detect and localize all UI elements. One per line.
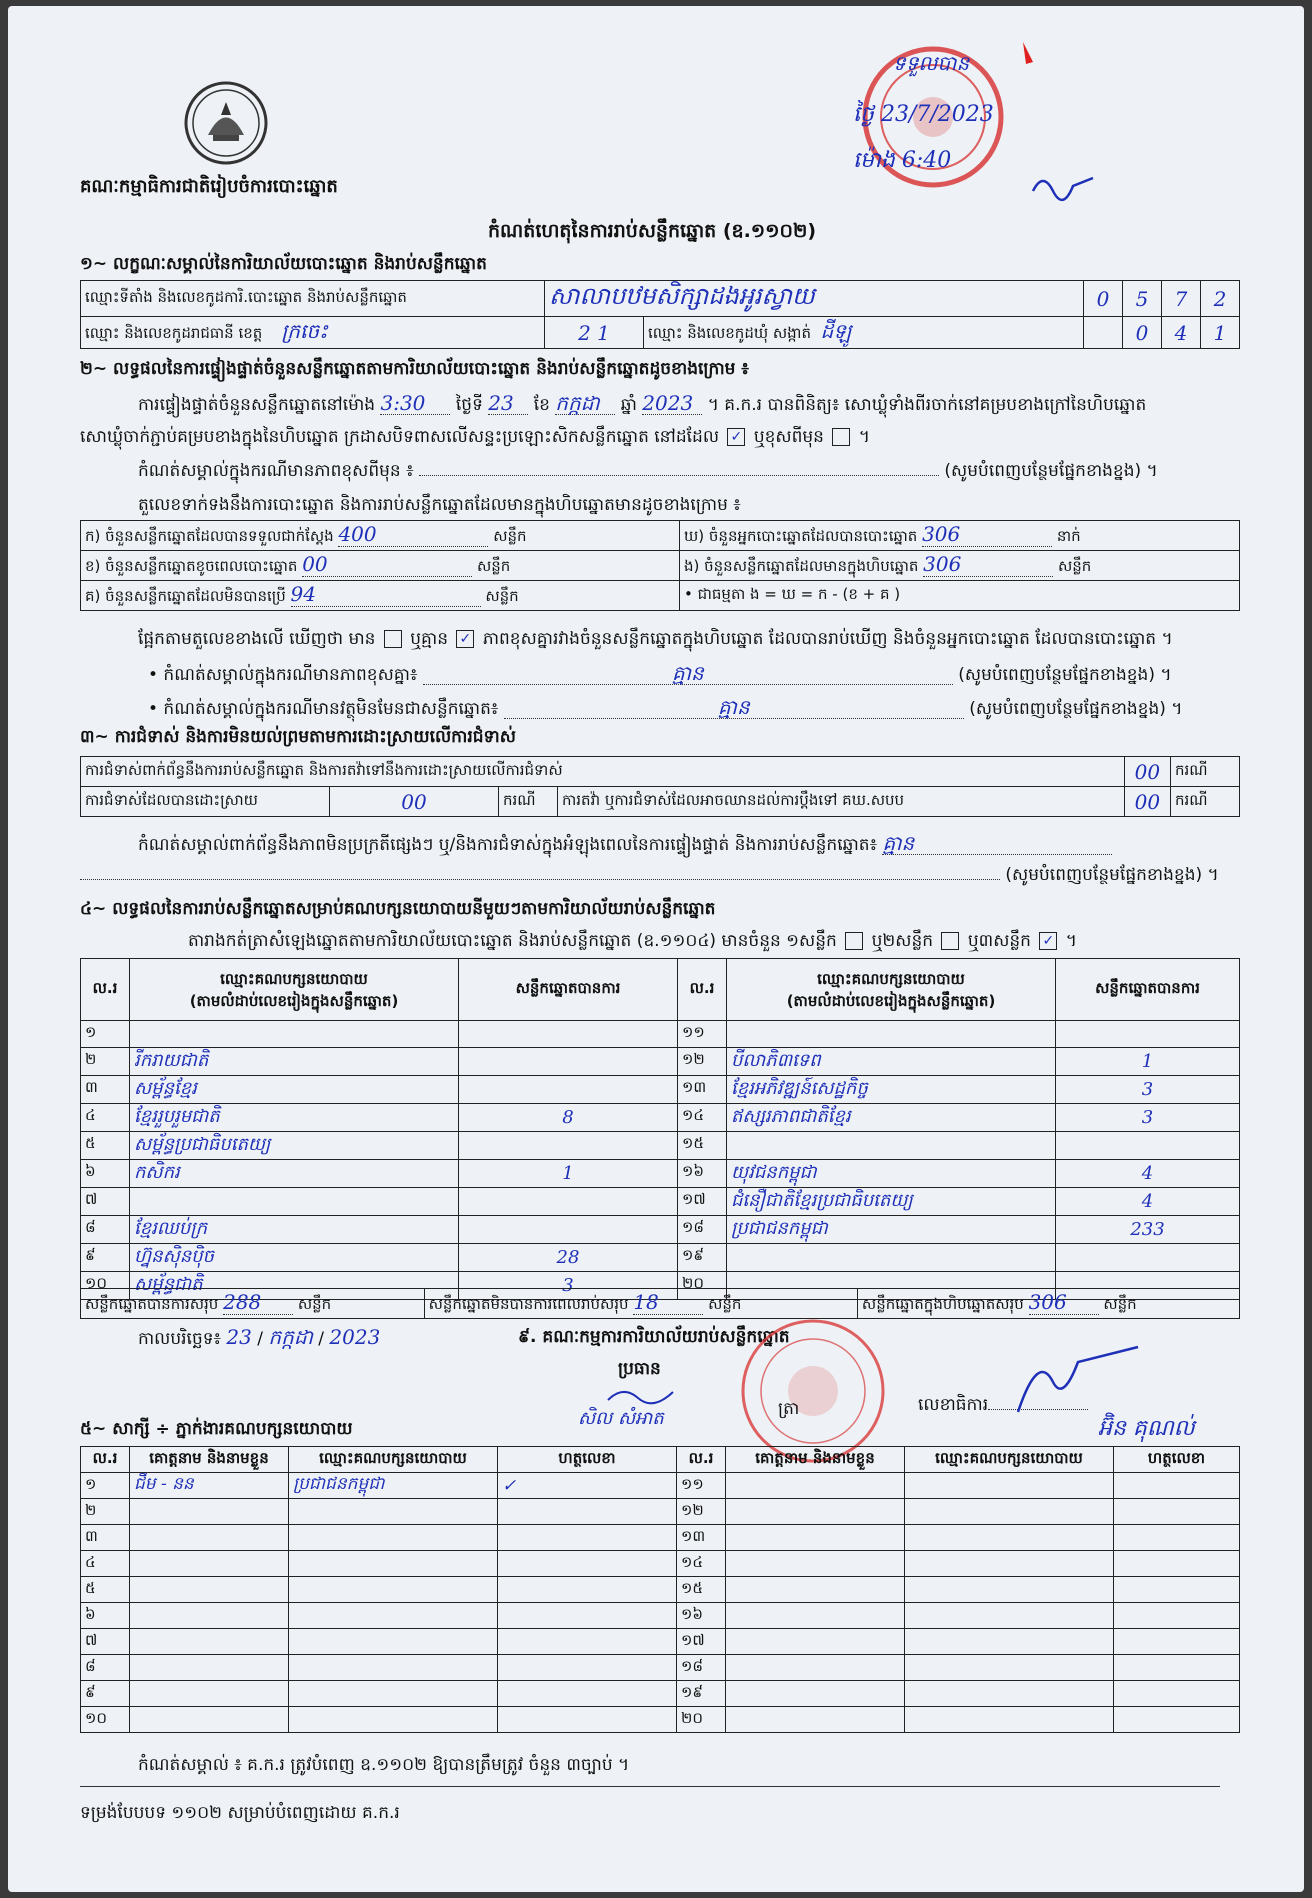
appeals-count: 00 — [1134, 789, 1161, 814]
ballots-unused: 94 — [291, 582, 481, 607]
stamp-label: ត្រា — [778, 1399, 800, 1419]
irregularity-note: កំណត់សម្គាល់ពាក់ព័ន្ធនឹងភាពមិនប្រក្រតីផ្សេងៗ ឬ/និងការជំទាស់ក្នុងអំឡុងពេលនៃការផ្ទៀងផ្ទាត់ និងការរាប់សន្លឹកឆ្នោត៖ គ្មាន — [138, 832, 1112, 856]
secretary-signature — [1008, 1342, 1148, 1422]
party-no: ១២ — [682, 1050, 705, 1068]
party-name: ខ្មែររួបរួមជាតិ — [134, 1105, 220, 1127]
party-no: ១ — [85, 1022, 97, 1041]
party-votes: 28 — [556, 1246, 580, 1268]
difference-line: ផ្អែកតាមតួលេខខាងលើ ឃើញថា មាន ឬគ្មាន ✓ ភាពខុសគ្នារវាងចំនួនសន្លឹកឆ្នោតក្នុងហិបឆ្នោត ដែលបានរាប់ឃើញ និងចំនួនអ្នកបោះឆ្នោត ដែលបានបោះឆ្នោត ។ — [138, 629, 1173, 649]
party-row — [81, 1159, 1240, 1187]
secretary-name: អ៊ិន គុណល់ — [1098, 1416, 1195, 1441]
stamp-received-text: ទទួលបាន — [893, 51, 970, 75]
party-no: ១៣ — [682, 1078, 707, 1096]
province-code: 2 1 — [578, 320, 610, 345]
witness-no: ១៩ — [681, 1682, 703, 1701]
witness-row — [81, 1603, 1240, 1629]
verification-time: 3:30 — [380, 392, 450, 415]
one-sheet-checkbox[interactable] — [845, 932, 863, 950]
section-3-heading: ៣~ ការជំទាស់ និងការមិនយល់ព្រមតាមការដោះស្រាយលើការជំទាស់ — [80, 727, 516, 747]
verification-month: កក្កដា — [555, 392, 615, 415]
witness-no: ២០ — [681, 1708, 703, 1727]
witness-no: ៨ — [85, 1656, 96, 1675]
witness-no: ៥ — [85, 1578, 96, 1597]
witness-no: ១៤ — [681, 1552, 703, 1571]
emblem-logo — [183, 80, 269, 166]
party-votes: 3 — [1141, 1078, 1154, 1100]
form-page: គណៈកម្មាធិការជាតិរៀបចំការបោះឆ្នោត ទទួលបាន ថ្ងៃ 23/7/2023 ម៉ោង 6:40 កំណត់ហេតុនៃការរាប់សន្លឹកឆ្នោត (ឧ.១១០២) ១~ លក្ខណៈសម្គាល់នៃការិយាល័យបោះឆ្នោត និងរាប់សន្លឹកឆ្នោត ឈ្មោះទីតាំង និងលេខកូដការិ.បោះឆ្នោត និងរាប់សន្លឹកឆ្នោត សាលាបឋមសិក្សាដងអូរស្វាយ 0 5 7 2 ឈ្មោះ និងលេខកូដរាជធានី ខេត្ត ក្រចេះ 2 1 ឈ្មោះ និងលេខកូដឃុំ សង្កាត់ ដីឡូ 0 4 1 ២~ លទ្ធផលនៃការផ្ទៀងផ្ទាត់ចំនួនសន្លឹកឆ្នោតតាមការិយាល័យបោះឆ្នោត និងរាប់សន្លឹកឆ្នោតដូចខាងក្រោម ៖ ការផ្ទៀងផ្ទាត់ចំនួនសន្លឹកឆ្នោតនៅម៉ោង 3:30 ថ្ងៃទី 23 ខែ កក្កដា ឆ្នាំ 2023 ។ គ.ក.រ បានពិនិត្យ៖ សោឃ្លុំទាំងពីរចាក់នៅគម្របខាងក្រៅនៃហិបឆ្នោត សោឃ្លុំចាក់ភ្ជាប់គម្របខាងក្នុងនៃហិបឆ្នោត ក្រដាសបិទពាសលើសន្ទះប្រឡោះសិកសន្លឹកឆ្នោត នៅដដែល ✓ ឬខុសពីមុន ។ កំណត់សម្គាល់ក្នុងករណីមានភាពខុសពីមុន ៖ (សូមបំពេញបន្ថែមផ្នែកខាងខ្នង) ។ តួលេខទាក់ទងនឹងការបោះឆ្នោត និងការរាប់សន្លឹកឆ្នោតដែលមានក្នុងហិបឆ្នោតមានដូចខាងក្រោម ៖ ក) ចំនួនសន្លឹកឆ្នោតដែលបានទទួលជាក់ស្តែង 400 សន្លឹក ឃ) ចំនួនអ្នកបោះឆ្នោតដែលបានបោះឆ្នោត 306 នាក់ ខ) ចំនួនសន្លឹកឆ្នោតខូចពេលបោះឆ្នោត 00 សន្លឹក ង) ចំនួនសន្លឹកឆ្នោតដែលមានក្នុងហិបឆ្នោត 306 សន្លឹក គ) ចំនួនសន្លឹកឆ្នោតដែលមិនបានប្រើ 94 សន្លឹក • ជាធម្មតា ង = ឃ = ក - (ខ + គ ) ផ្អែកតាមតួលេខខាងលើ ឃើញថា មាន ឬគ្មាន ✓ ភាពខុសគ្នារវាងចំនួនសន្លឹកឆ្នោតក្នុងហិបឆ្នោត ដែលបានរាប់ឃើញ និងចំនួនអ្នកបោះឆ្នោត ដែលបានបោះឆ្នោត ។ • កំណត់សម្គាល់ក្នុងករណីមានភាពខុសគ្នា៖ គ្មាន (សូមបំពេញបន្ថែមផ្នែកខាងខ្នង) ។ • កំណត់សម្គាល់ក្នុងករណីមានវត្ថុមិនមែនជាសន្លឹកឆ្នោត៖ គ្មាន (សូមបំពេញបន្ថែមផ្នែកខាងខ្នង) ។ ៣~ ការជំទាស់ និងការមិនយល់ព្រមតាមការដោះស្រាយលើការជំទាស់ ការជំទាស់ពាក់ព័ន្ធនឹងការរាប់សន្លឹកឆ្នោត និងការតវ៉ាទៅនឹងការដោះស្រាយលើការជំទាស់ 00 ករណី ការជំទាស់ដែលបានដោះស្រាយ 00 ករណី ការតវ៉ា ឬការជំទាស់ដែលអាចឈានដល់ការប្តឹងទៅ គឃ.សបប 00 ករណី កំណត់សម្គាល់ពាក់ព័ន្ធនឹងភាពមិនប្រក្រតីផ្សេងៗ ឬ/និងការជំទាស់ក្នុងអំឡុងពេលនៃការផ្ទៀងផ្ទាត់ និងការរាប់សន្លឹកឆ្នោត៖ គ្មាន (សូមបំពេញបន្ថែមផ្នែកខាងខ្នង) ។ ៤~ លទ្ធផលនៃការរាប់សន្លឹកឆ្នោតសម្រាប់គណបក្សនយោបាយនីមួយៗតាមការិយាល័យរាប់សន្លឹកឆ្នោត តារាងកត់ត្រាសំឡេងឆ្នោតតាមការិយាល័យបោះឆ្នោត និងរាប់សន្លឹកឆ្នោត (ឧ.១១០៤) មានចំនួន ១សន្លឹក ឬ២សន្លឹក ឬ៣សន្លឹក ✓ ។ ល.រ ឈ្មោះគណបក្សនយោបាយ (តាមលំដាប់លេខរៀងក្នុងសន្លឹកឆ្នោត) សន្លឹកឆ្នោតបានការ ល.រ ឈ្មោះគណបក្សនយោបាយ (តាមលំដាប់លេខរៀងក្នុងសន្លឹកឆ្នោត) សន្លឹកឆ្នោតបានការ ១ ១១ ២ រីករាយ​ជាតិ ១២ បីលាភិ៣ទេព 1 ៣ សម្ព័ន្ធខ្មែរ ១៣ ខ្មែរអភិវឌ្ឍន៍សេដ្ឋកិច្ច 3 ៤ ខ្មែររួបរួមជាតិ 8 ១៤ ឥស្សរភាពជាតិខ្មែរ 3 ៥ សម្ព័ន្ធប្រជាធិបតេយ្យ ១៥ ៦ កសិករ 1 ១៦ យុវជនកម្ពុជា 4 ៧ ១៧ ជំនឿជាតិខ្មែរប្រជាធិបតេយ្យ 4 ៨ ខ្មែរឈប់ក្រ ១៨ ប្រជាជនកម្ពុជា 233 ៩ ហ្វ៊ុនស៊ិនប៉ិច 28 ១៩ ១០ សម្ព័ន្ធជាតិ 3 ២០ សន្លឹកឆ្នោតបានការសរុប 288 សន្លឹក សន្លឹកឆ្នោតមិនបានការពេលរាប់សរុប 18 សន្លឹក សន្លឹកឆ្នោតក្នុងហិបឆ្នោតសរុប 306 សន្លឹក កាលបរិច្ឆេទ៖ 23 / កក្កដា / 2023 ៩. គណៈកម្មការការិយាល័យរាប់សន្លឹកឆ្នោត ប្រធាន សិល សំអាត ត្រា លេខាធិការ អ៊ិន គុណល់ ៥~ សាក្សី ÷ ភ្នាក់ងារគណបក្សនយោបាយ ល.រ គោត្តនាម និងនាមខ្លួន ឈ្មោះគណបក្សនយោបាយ ហត្ថលេខា ល.រ គោត្តនាម និងនាមខ្លួន ឈ្មោះគណបក្សនយោបាយ ហត្ថលេខា ១ ជឹម - នន ប្រជាជនកម្ពុជា ✓ ១១ ២ ១២ ៣ ១៣ ៤ ១៤ ៥ ១៥ ៦ ១៦ ៧ ១៧ ៨ ១៨ ៩ ១៩ ១០ ២០ កំណត់សម្គាល់ ៖ គ.ក.រ ត្រូវបំពេញ ឧ.១១០២ ឱ្យបានត្រឹមត្រូវ ចំនួន ៣ច្បាប់ ។ ទម្រង់បែបបទ ១១០២ សម្រាប់បំពេញដោយ គ.ក.រ — [8, 6, 1304, 1892]
commune-code-1: 0 — [1135, 320, 1149, 345]
party-row — [81, 1075, 1240, 1103]
party-no: ២០ — [682, 1274, 704, 1292]
witness-row — [81, 1525, 1240, 1551]
party-no: ១០ — [85, 1274, 107, 1292]
footer-divider — [80, 1786, 1220, 1787]
witness-no: ១៨ — [681, 1656, 703, 1675]
stamp-date-text: ថ្ងៃ 23/7/2023 — [853, 102, 994, 127]
different-checkbox[interactable] — [832, 428, 850, 446]
count-committee-label: ៩. គណៈកម្មការការិយាល័យរាប់សន្លឹកឆ្នោត — [518, 1327, 790, 1347]
witness-no: ៩ — [85, 1682, 96, 1701]
party-votes: 1 — [562, 1162, 574, 1184]
party-no: ៦ — [85, 1162, 96, 1180]
party-row — [81, 1047, 1240, 1075]
witness-no: ៧ — [85, 1630, 98, 1649]
party-votes: 4 — [1141, 1190, 1154, 1212]
party-no: ១៧ — [682, 1190, 706, 1208]
commune-label: ឈ្មោះ និងលេខកូដឃុំ សង្កាត់ — [648, 323, 811, 342]
party-name: ហ្វ៊ុនស៊ិនប៉ិច — [134, 1245, 214, 1267]
party-name: ជំនឿជាតិខ្មែរប្រជាធិបតេយ្យ — [731, 1189, 913, 1211]
total-invalid: 18 — [633, 1290, 703, 1315]
date-month: កក្កដា — [268, 1325, 313, 1349]
party-name: ខ្មែរឈប់ក្រ — [134, 1217, 208, 1239]
commune-code-2: 4 — [1174, 320, 1188, 345]
total-in-box: 306 — [1029, 1290, 1099, 1315]
province-value: ក្រចេះ — [281, 318, 328, 343]
section-2-heading: ២~ លទ្ធផលនៃការផ្ទៀងផ្ទាត់ចំនួនសន្លឹកឆ្នោតតាមការិយាល័យបោះឆ្នោត និងរាប់សន្លឹកឆ្នោតដូចខាងក្រោម ៖ — [80, 359, 749, 379]
date-year: 2023 — [329, 1325, 381, 1349]
party-votes: 4 — [1141, 1162, 1154, 1184]
commune-code-3: 1 — [1213, 320, 1227, 345]
party-name: កសិករ — [134, 1161, 180, 1183]
tally-sheets-line: តារាងកត់ត្រាសំឡេងឆ្នោតតាមការិយាល័យបោះឆ្នោត និងរាប់សន្លឹកឆ្នោត (ឧ.១១០៤) មានចំនួន ១សន្លឹក ឬ២សន្លឹក ឬ៣សន្លឹក ✓ ។ — [188, 931, 1078, 951]
party-no: ៤ — [85, 1106, 96, 1124]
objection-table: ការជំទាស់ពាក់ព័ន្ធនឹងការរាប់សន្លឹកឆ្នោត និងការតវ៉ាទៅនឹងការដោះស្រាយលើការជំទាស់ 00 ករណី ការជំទាស់ដែលបានដោះស្រាយ 00 ករណី ការតវ៉ា ឬការជំទាស់ដែលអាចឈានដល់ការប្តឹងទៅ គឃ.សបប 00 ករណី — [80, 756, 1240, 817]
party-name: សម្ព័ន្ធប្រជាធិបតេយ្យ — [134, 1133, 271, 1155]
total-valid: 288 — [223, 1290, 293, 1315]
party-no: ១៤ — [682, 1106, 704, 1124]
two-sheets-checkbox[interactable] — [941, 932, 959, 950]
witness-row — [81, 1681, 1240, 1707]
totals-row: សន្លឹកឆ្នោតបានការសរុប 288 សន្លឹក សន្លឹកឆ្នោតមិនបានការពេលរាប់សរុប 18 សន្លឹក សន្លឹកឆ្នោតក្នុងហិបឆ្នោតសរុប 306 សន្លឹក — [80, 1288, 1240, 1319]
witness-no: ១៥ — [681, 1578, 703, 1597]
party-votes: 1 — [1141, 1050, 1154, 1072]
figures-intro: តួលេខទាក់ទងនឹងការបោះឆ្នោត និងការរាប់សន្លឹកឆ្នោតដែលមានក្នុងហិបឆ្នោតមានដូចខាងក្រោម ៖ — [138, 495, 741, 515]
objections-count: 00 — [1134, 759, 1161, 784]
initials-signature — [1028, 166, 1098, 206]
witness-table: ល.រ គោត្តនាម និងនាមខ្លួន ឈ្មោះគណបក្សនយោបាយ ហត្ថលេខា ល.រ គោត្តនាម និងនាមខ្លួន ឈ្មោះគណបក្សនយោបាយ ហត្ថលេខា ១ ជឹម - នន ប្រជាជនកម្ពុជា ✓ ១១ ២ ១២ ៣ ១៣ ៤ ១៤ ៥ ១៥ ៦ ១៦ ៧ ១៧ ៨ ១៨ ៩ ១៩ ១០ ២០ — [80, 1446, 1240, 1733]
witness-row — [81, 1499, 1240, 1525]
ballots-spoiled: 00 — [302, 552, 472, 577]
secretary-label: លេខាធិការ — [918, 1394, 1088, 1416]
section-4-heading: ៤~ លទ្ធផលនៃការរាប់សន្លឹកឆ្នោតសម្រាប់គណបក្សនយោបាយនីមួយៗតាមការិយាល័យរាប់សន្លឹកឆ្នោត — [80, 899, 716, 919]
has-difference-checkbox[interactable] — [384, 630, 402, 648]
chair-name: សិល សំអាត — [578, 1408, 664, 1429]
witness-row — [81, 1551, 1240, 1577]
foreign-object-note: • កំណត់សម្គាល់ក្នុងករណីមានវត្ថុមិនមែនជាសន្លឹកឆ្នោត៖ គ្មាន (សូមបំពេញបន្ថែមផ្នែកខាងខ្នង) ។ — [148, 695, 1183, 719]
witness-no: ២ — [85, 1500, 97, 1519]
party-votes: 8 — [562, 1106, 574, 1128]
ballots-in-box: 306 — [923, 552, 1053, 577]
location-value: សាលាបឋមសិក្សាដងអូរស្វាយ — [549, 282, 815, 310]
witness-row — [81, 1629, 1240, 1655]
party-row — [81, 1131, 1240, 1159]
verification-line-1: ការផ្ទៀងផ្ទាត់ចំនួនសន្លឹកឆ្នោតនៅម៉ោង 3:30 ថ្ងៃទី 23 ខែ កក្កដា ឆ្នាំ 2023 ។ គ.ក.រ បានពិនិត្យ៖ សោឃ្លុំទាំងពីរចាក់នៅគម្របខាងក្រៅនៃហិបឆ្នោត — [138, 391, 1147, 415]
party-row — [81, 1021, 1240, 1048]
party-no: ៧ — [85, 1190, 98, 1208]
party-name: បីលាភិ៣ទេព — [731, 1049, 821, 1071]
party-row — [81, 1187, 1240, 1215]
witness-no: ១៦ — [681, 1604, 703, 1623]
witness-no: ១២ — [681, 1500, 704, 1519]
remark-line: កំណត់សម្គាល់ក្នុងករណីមានភាពខុសពីមុន ៖ (សូមបំពេញបន្ថែមផ្នែកខាងខ្នង) ។ — [138, 461, 1158, 481]
province-label: ឈ្មោះ និងលេខកូដរាជធានី ខេត្ត — [85, 323, 263, 342]
witness-no: ៤ — [85, 1552, 96, 1571]
party-no: ១៨ — [682, 1218, 704, 1236]
witness-rows — [81, 1473, 1240, 1733]
date-day: 23 — [226, 1325, 252, 1349]
party-no: ១១ — [682, 1022, 705, 1041]
party-votes: 233 — [1130, 1218, 1165, 1240]
party-no: ៩ — [85, 1246, 96, 1264]
verification-line-2: សោឃ្លុំចាក់ភ្ជាប់គម្របខាងក្នុងនៃហិបឆ្នោត ក្រដាសបិទពាសលើសន្ទះប្រឡោះសិកសន្លឹកឆ្នោត នៅដដែល ✓ ឬខុសពីមុន ។ — [80, 427, 871, 447]
witness-no: ១០ — [85, 1708, 107, 1727]
party-rows — [81, 1021, 1240, 1300]
formula: • ជាធម្មតា ង = ឃ = ក - (ខ + គ ) — [684, 584, 901, 603]
witness-no: ៣ — [85, 1526, 98, 1545]
location-code-1: 0 — [1096, 286, 1110, 311]
same-checkbox[interactable]: ✓ — [727, 428, 745, 446]
difference-note: • កំណត់សម្គាល់ក្នុងករណីមានភាពខុសគ្នា៖ គ្មាន (សូមបំពេញបន្ថែមផ្នែកខាងខ្នង) ។ — [148, 661, 1172, 685]
witness-row — [81, 1707, 1240, 1733]
committee-name: គណៈកម្មាធិការជាតិរៀបចំការបោះឆ្នោត — [80, 176, 338, 197]
party-votes: 3 — [1141, 1106, 1154, 1128]
location-code-4: 2 — [1213, 286, 1227, 311]
party-name: សម្ព័ន្ធជាតិ — [134, 1273, 203, 1295]
party-results-table: ល.រ ឈ្មោះគណបក្សនយោបាយ (តាមលំដាប់លេខរៀងក្នុងសន្លឹកឆ្នោត) សន្លឹកឆ្នោតបានការ ល.រ ឈ្មោះគណបក្សនយោបាយ (តាមលំដាប់លេខរៀងក្នុងសន្លឹកឆ្នោត) សន្លឹកឆ្នោតបានការ ១ ១១ ២ រីករាយ​ជាតិ ១២ បីលាភិ៣ទេព 1 ៣ សម្ព័ន្ធខ្មែរ ១៣ ខ្មែរអភិវឌ្ឍន៍សេដ្ឋកិច្ច 3 ៤ ខ្មែររួបរួមជាតិ 8 ១៤ ឥស្សរភាពជាតិខ្មែរ 3 ៥ សម្ព័ន្ធប្រជាធិបតេយ្យ ១៥ ៦ កសិករ 1 ១៦ យុវជនកម្ពុជា 4 ៧ ១៧ ជំនឿជាតិខ្មែរប្រជាធិបតេយ្យ 4 ៨ ខ្មែរឈប់ក្រ ១៨ ប្រជាជនកម្ពុជា 233 ៩ ហ្វ៊ុនស៊ិនប៉ិច 28 ១៩ ១០ សម្ព័ន្ធជាតិ 3 ២០ — [80, 958, 1240, 1300]
party-row — [81, 1103, 1240, 1131]
party-votes: 3 — [562, 1274, 574, 1296]
location-label: ឈ្មោះទីតាំង និងលេខកូដការិ.បោះឆ្នោត និងរាប់សន្លឹកឆ្នោត — [81, 281, 545, 317]
section-5-heading: ៥~ សាក្សី ÷ ភ្នាក់ងារគណបក្សនយោបាយ — [80, 1419, 353, 1439]
witness-no: ៦ — [85, 1604, 96, 1623]
witness-name: ជឹម - នន — [134, 1474, 194, 1494]
form-title: កំណត់ហេតុនៃការរាប់សន្លឹកឆ្នោត (ឧ.១១០២) — [488, 220, 817, 242]
party-no: ៥ — [85, 1134, 96, 1152]
date-line: កាលបរិច្ឆេទ៖ 23 / កក្កដា / 2023 — [138, 1325, 381, 1349]
stamp-time-text: ម៉ោង 6:40 — [853, 148, 952, 173]
party-name: ឥស្សរភាពជាតិខ្មែរ — [731, 1105, 851, 1127]
location-code-2: 5 — [1135, 286, 1149, 311]
witness-no: ១៣ — [681, 1526, 706, 1545]
witness-row — [81, 1655, 1240, 1681]
witness-row — [81, 1577, 1240, 1603]
party-no: ៨ — [85, 1218, 96, 1236]
party-row — [81, 1215, 1240, 1243]
party-no: ២ — [85, 1050, 97, 1068]
party-name: ខ្មែរអភិវឌ្ឍន៍សេដ្ឋកិច្ច — [731, 1077, 868, 1099]
witness-party: ប្រជាជនកម្ពុជា — [293, 1474, 385, 1494]
ballot-figures-table: ក) ចំនួនសន្លឹកឆ្នោតដែលបានទទួលជាក់ស្តែង 400 សន្លឹក ឃ) ចំនួនអ្នកបោះឆ្នោតដែលបានបោះឆ្នោត 306 នាក់ ខ) ចំនួនសន្លឹកឆ្នោតខូចពេលបោះឆ្នោត 00 សន្លឹក ង) ចំនួនសន្លឹកឆ្នោតដែលមានក្នុងហិបឆ្នោត 306 សន្លឹក គ) ចំនួនសន្លឹកឆ្នោតដែលមិនបានប្រើ 94 សន្លឹក • ជាធម្មតា ង = ឃ = ក - (ខ + គ ) — [80, 520, 1240, 611]
party-no: ១៥ — [682, 1134, 704, 1152]
party-name: រីករាយ​ជាតិ — [134, 1049, 209, 1071]
party-row — [81, 1243, 1240, 1271]
party-name: សម្ព័ន្ធខ្មែរ — [134, 1077, 197, 1099]
no-difference-checkbox[interactable]: ✓ — [456, 630, 474, 648]
party-no: ១៦ — [682, 1162, 704, 1180]
party-no: ១៩ — [682, 1246, 704, 1264]
witness-no: ១៧ — [681, 1630, 705, 1649]
witness-signature: ✓ — [502, 1475, 517, 1496]
party-name: យុវជនកម្ពុជា — [731, 1161, 817, 1183]
location-code-3: 7 — [1174, 286, 1188, 311]
chair-label: ប្រធាន — [618, 1359, 661, 1379]
witness-row — [81, 1473, 1240, 1499]
witness-no: ១១ — [681, 1474, 704, 1493]
three-sheets-checkbox[interactable]: ✓ — [1039, 932, 1057, 950]
party-no: ៣ — [85, 1078, 98, 1096]
section-1-heading: ១~ លក្ខណៈសម្គាល់នៃការិយាល័យបោះឆ្នោត និងរាប់សន្លឹកឆ្នោត — [80, 254, 487, 274]
section-1-table — [80, 280, 1240, 349]
ballots-received: 400 — [338, 522, 488, 547]
form-footer: ទម្រង់បែបបទ ១១០២ សម្រាប់បំពេញដោយ គ.ក.រ — [80, 1803, 400, 1823]
verification-year: 2023 — [642, 392, 702, 415]
voters-count: 306 — [922, 522, 1052, 547]
footnote: កំណត់សម្គាល់ ៖ គ.ក.រ ត្រូវបំពេញ ឧ.១១០២ ឱ្យបានត្រឹមត្រូវ ចំនួន ៣ច្បាប់ ។ — [138, 1755, 630, 1775]
witness-no: ១ — [85, 1474, 97, 1493]
party-name: ប្រជាជនកម្ពុជា — [731, 1217, 828, 1239]
verification-day: 23 — [488, 392, 528, 415]
resolved-count: 00 — [401, 789, 427, 814]
official-stamp — [738, 1316, 888, 1466]
commune-value: ដីឡូ — [820, 318, 852, 343]
